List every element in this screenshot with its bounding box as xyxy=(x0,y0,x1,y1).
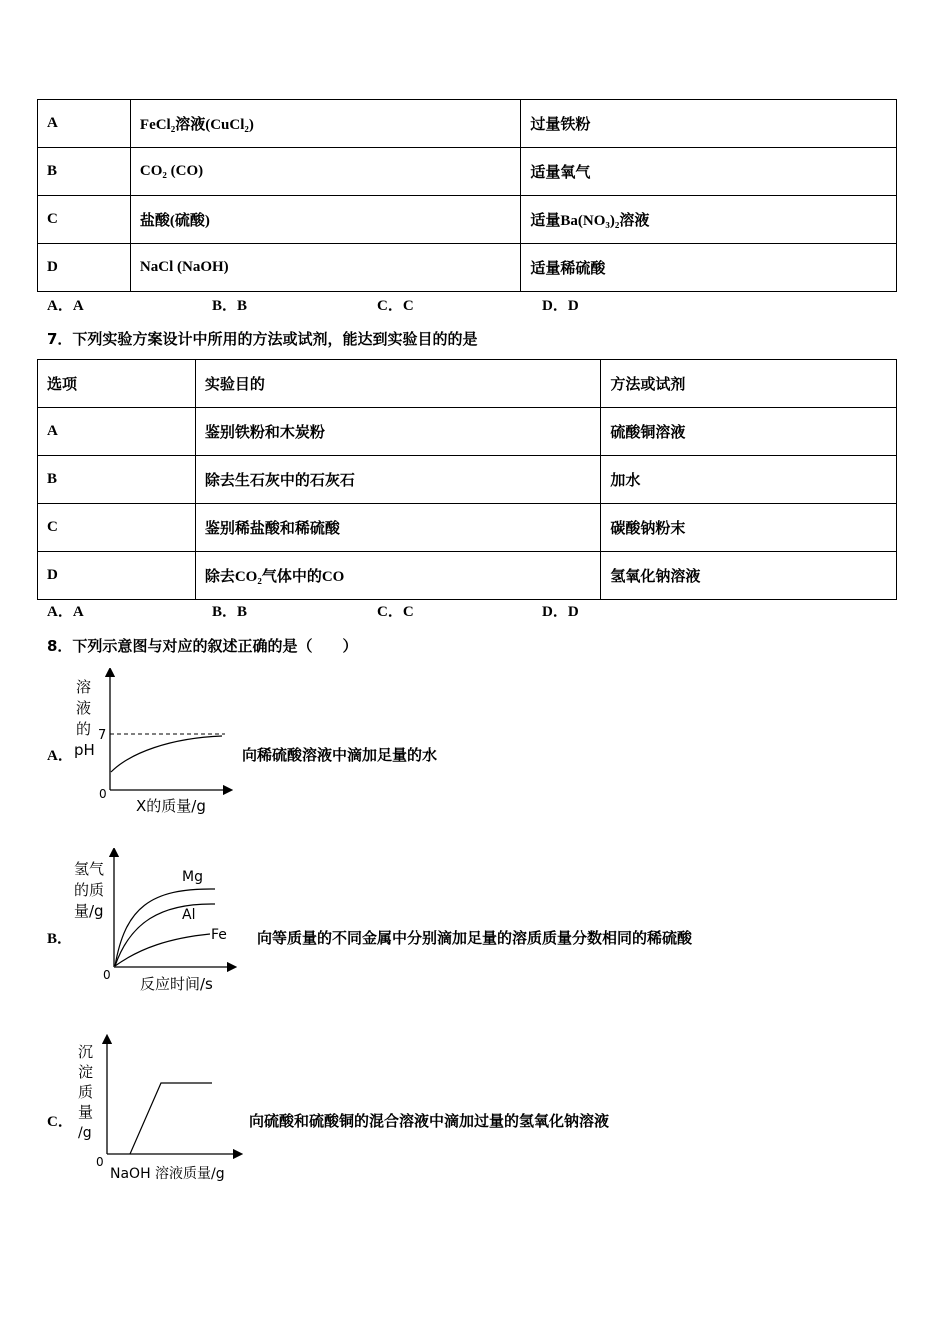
method-cell: 碳酸钠粉末 xyxy=(601,504,897,552)
choice-b-desc: 向等质量的不同金属中分别滴加足量的溶质质量分数相同的稀硫酸 xyxy=(257,929,693,947)
method-cell: 加水 xyxy=(601,456,897,504)
option-cell: D xyxy=(38,244,131,292)
precipitate-line xyxy=(130,1083,212,1154)
origin-label: 0 xyxy=(103,968,111,982)
choice-c-desc: 向硫酸和硫酸铜的混合溶液中滴加过量的氢氧化钠溶液 xyxy=(249,1112,610,1130)
graph-b xyxy=(70,848,240,998)
ph-curve xyxy=(111,736,222,772)
series-label-fe: Fe xyxy=(211,927,227,943)
method-cell: 硫酸铜溶液 xyxy=(601,408,897,456)
origin-label: 0 xyxy=(99,787,107,801)
question-7-stem: 7．下列实验方案设计中所用的方法或试剂，能达到实验目的的是 xyxy=(47,330,478,348)
y-label-2: 淀 xyxy=(78,1063,94,1081)
answer-option-b[interactable]: B．B xyxy=(212,298,248,314)
table-row xyxy=(38,504,897,552)
reagent-cell: 适量稀硫酸 xyxy=(521,244,897,292)
curve-mg xyxy=(115,889,215,966)
option-cell: A xyxy=(38,100,131,148)
answer-option-d[interactable]: D．D xyxy=(542,298,579,314)
substance-cell: FeCl₂溶液(CuCl₂) xyxy=(130,100,521,148)
y-label-3: 量/g xyxy=(74,902,104,920)
goal-cell: 除去生石灰中的石灰石 xyxy=(195,456,601,504)
y-label-2: 的质 xyxy=(74,881,105,899)
y-label-1: 溶 xyxy=(76,678,92,696)
choice-b-label[interactable]: B． xyxy=(47,931,73,947)
answer-option-b[interactable]: B．B xyxy=(212,604,248,620)
table-row xyxy=(38,148,897,196)
table-row xyxy=(38,100,897,148)
method-cell: 氢氧化钠溶液 xyxy=(601,552,897,600)
option-cell: C xyxy=(38,196,131,244)
answer-option-a[interactable]: A．A xyxy=(47,604,84,620)
answer-option-c[interactable]: C．C xyxy=(377,298,414,314)
y-label-4: 量 xyxy=(78,1103,94,1121)
y-label-5: /g xyxy=(78,1125,92,1141)
x-axis-label: NaOH 溶液质量/g xyxy=(110,1166,225,1182)
table-header-row xyxy=(38,360,897,408)
answer-option-a[interactable]: A．A xyxy=(47,298,84,314)
table-q7 xyxy=(37,359,897,600)
choice-c-label[interactable]: C． xyxy=(47,1114,73,1130)
goal-cell: 鉴别铁粉和木炭粉 xyxy=(195,408,601,456)
table-q6 xyxy=(37,99,897,292)
choice-a-label[interactable]: A． xyxy=(47,748,73,764)
reagent-cell: 适量Ba(NO₃)₂溶液 xyxy=(521,196,897,244)
option-cell: D xyxy=(38,552,196,600)
choice-a-desc: 向稀硫酸溶液中滴加足量的水 xyxy=(242,746,438,764)
option-cell: A xyxy=(38,408,196,456)
reagent-cell: 适量氧气 xyxy=(521,148,897,196)
table-row xyxy=(38,244,897,292)
origin-label: 0 xyxy=(96,1155,104,1169)
series-label-mg: Mg xyxy=(182,869,203,885)
goal-cell: 鉴别稀盐酸和稀硫酸 xyxy=(195,504,601,552)
y-label-1: 沉 xyxy=(78,1043,94,1061)
header-option: 选项 xyxy=(38,360,196,408)
table-row xyxy=(38,196,897,244)
table-row xyxy=(38,552,897,600)
y-tick-7: 7 xyxy=(98,728,107,743)
substance-cell: NaCl (NaOH) xyxy=(130,244,521,292)
graph-a xyxy=(70,668,240,818)
answer-option-d[interactable]: D．D xyxy=(542,604,579,620)
table-row xyxy=(38,456,897,504)
substance-cell: 盐酸(硫酸) xyxy=(130,196,521,244)
reagent-cell: 过量铁粉 xyxy=(521,100,897,148)
option-cell: B xyxy=(38,148,131,196)
header-method: 方法或试剂 xyxy=(601,360,897,408)
y-label-3: 质 xyxy=(78,1083,94,1101)
substance-cell: CO₂ (CO) xyxy=(130,148,521,196)
table-row xyxy=(38,408,897,456)
y-label-4: pH xyxy=(74,741,95,759)
series-label-al: Al xyxy=(182,907,196,923)
x-axis-label: X的质量/g xyxy=(136,797,206,815)
y-label-1: 氢气 xyxy=(74,860,105,878)
y-label-3: 的 xyxy=(76,720,92,738)
x-axis-label: 反应时间/s xyxy=(140,975,213,993)
answer-option-c[interactable]: C．C xyxy=(377,604,414,620)
option-cell: C xyxy=(38,504,196,552)
question-8-stem: 8．下列示意图与对应的叙述正确的是（ ） xyxy=(47,637,358,655)
option-cell: B xyxy=(38,456,196,504)
header-goal: 实验目的 xyxy=(195,360,601,408)
goal-cell: 除去CO₂气体中的CO xyxy=(195,552,601,600)
graph-c xyxy=(70,1033,250,1183)
y-label-2: 液 xyxy=(76,699,92,717)
